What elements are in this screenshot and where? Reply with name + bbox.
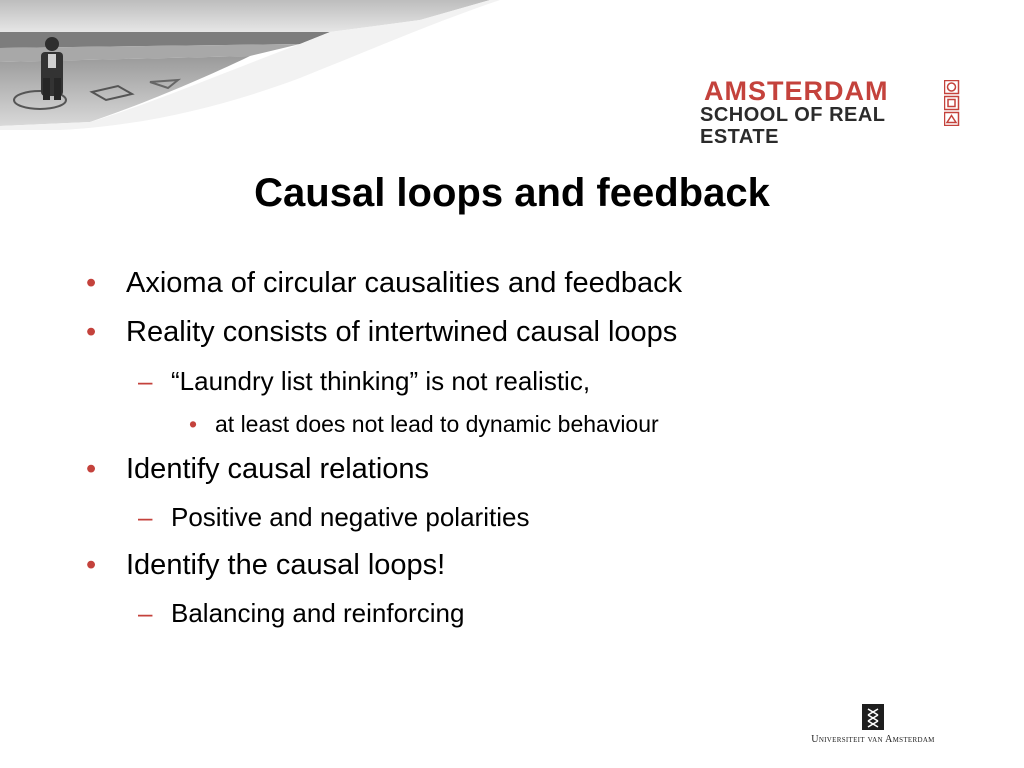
circle-icon [945, 81, 959, 94]
sub-bullet-item [138, 598, 464, 628]
university-seal-icon [862, 704, 884, 730]
bullet-marker: – [138, 502, 153, 532]
bullet-marker: • [86, 316, 97, 348]
sub-bullet-item [138, 366, 590, 396]
university-name: Universiteit van Amsterdam [811, 734, 935, 745]
bullet-marker: • [86, 453, 97, 485]
university-logo [800, 704, 946, 748]
bullet-text: at least does not lead to dynamic behaviour [215, 411, 659, 437]
bullet-text: Axioma of circular causalities and feedback [126, 267, 683, 299]
bullet-item [86, 266, 682, 300]
sub-sub-bullet-item [189, 410, 659, 438]
slide-title: Causal loops and feedback [254, 171, 770, 215]
bullet-item [86, 315, 677, 349]
bullet-marker: • [86, 549, 97, 581]
logo-line-school: SCHOOL OF REAL ESTATE [700, 104, 886, 148]
logo-line-amsterdam: AMSTERDAM [704, 76, 889, 106]
bullet-marker: • [189, 411, 198, 437]
bullet-text: Reality consists of intertwined causal loops [126, 316, 678, 348]
bullet-text: Balancing and reinforcing [171, 598, 465, 628]
bullet-text: Identify causal relations [126, 453, 430, 485]
bullet-text: Positive and negative polarities [171, 502, 530, 532]
bullet-item [86, 548, 445, 582]
bullet-text: “Laundry list thinking” is not realistic, [171, 366, 591, 396]
triangle-icon [945, 113, 959, 126]
bullet-item [86, 452, 429, 486]
bullet-marker: – [138, 366, 153, 396]
bullet-marker: – [138, 598, 153, 628]
logo-marks [944, 80, 960, 126]
bullet-text: Identify the causal loops! [126, 549, 446, 581]
sub-bullet-item [138, 502, 529, 532]
square-icon [945, 97, 959, 110]
school-logo [700, 76, 962, 148]
bullet-marker: • [86, 267, 97, 299]
